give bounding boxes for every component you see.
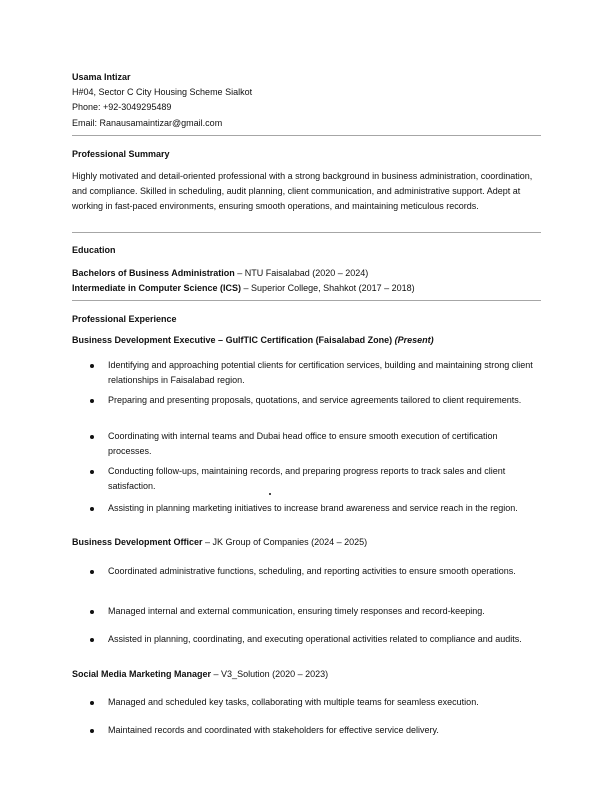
- list-item: Maintained records and coordinated with stakeholders for effective service delivery.: [108, 725, 439, 735]
- bullet-icon: [90, 399, 94, 403]
- bullet-icon: [90, 610, 94, 614]
- stray-dot: [269, 493, 271, 495]
- divider: [72, 300, 541, 301]
- list-item: Coordinating with internal teams and Dubai head office to ensure smooth execution of certification processes.: [108, 431, 498, 456]
- education-item: [72, 283, 415, 293]
- list-item: Managed internal and external communication, ensuring timely responses and record-keeping.: [108, 606, 485, 616]
- candidate-name: Usama Intizar: [72, 72, 131, 82]
- bullet-icon: [90, 570, 94, 574]
- summary-text: Highly motivated and detail-oriented professional with a strong background in business administration, coordination, and compliance. Skilled in scheduling, audit planning, client communication, and administrative support. Adept at working in fast-paced environments, ensuring smooth operations, and maintaining meticulous records.: [72, 171, 533, 211]
- list-item: Identifying and approaching potential clients for certification services, building and maintaining strong client relationships in Faisalabad region.: [108, 360, 533, 385]
- degree-detail: – NTU Faisalabad (2020 – 2024): [234, 268, 369, 278]
- bullet-icon: [90, 364, 94, 368]
- list-item: Conducting follow-ups, maintaining records, and preparing progress reports to track sales and client satisfaction.: [108, 466, 506, 491]
- job-status: (Present): [394, 335, 434, 345]
- bullet-icon: [90, 507, 94, 511]
- education-item: [72, 268, 368, 278]
- degree: Bachelors of Business Administration: [72, 268, 235, 278]
- bullet-icon: [90, 701, 94, 705]
- experience-heading: Professional Experience: [72, 314, 177, 324]
- education-heading: Education: [72, 245, 116, 255]
- summary-heading: Professional Summary: [72, 149, 170, 159]
- job-title: Business Development Executive – GulfTIC Certification (Faisalabad Zone) (Present): [72, 335, 434, 345]
- degree: Intermediate in Computer Science (ICS): [72, 283, 242, 293]
- degree-detail: – Superior College, Shahkot (2017 – 2018): [241, 283, 415, 293]
- divider: [72, 135, 541, 136]
- list-item: Assisting in planning marketing initiatives to increase brand awareness and service reach in the region.: [108, 503, 518, 513]
- job-title: Social Media Marketing Manager – V3_Solution (2020 – 2023): [72, 669, 329, 679]
- divider: [72, 232, 541, 233]
- list-item: Managed and scheduled key tasks, collaborating with multiple teams for seamless execution.: [108, 697, 479, 707]
- list-item: Preparing and presenting proposals, quotations, and service agreements tailored to client requirements.: [108, 395, 522, 405]
- address: H#04, Sector C City Housing Scheme Sialkot: [72, 87, 253, 97]
- bullet-icon: [90, 470, 94, 474]
- email: Email: Ranausamaintizar@gmail.com: [72, 118, 223, 128]
- phone: Phone: +92-3049295489: [72, 102, 172, 112]
- bullet-icon: [90, 729, 94, 733]
- job-title: Business Development Officer – JK Group of Companies (2024 – 2025): [72, 537, 368, 547]
- list-item: Assisted in planning, coordinating, and executing operational activities related to compliance and audits.: [108, 634, 522, 644]
- bullet-icon: [90, 638, 94, 642]
- bullet-icon: [90, 435, 94, 439]
- list-item: Coordinated administrative functions, scheduling, and reporting activities to ensure smooth operations.: [108, 566, 516, 576]
